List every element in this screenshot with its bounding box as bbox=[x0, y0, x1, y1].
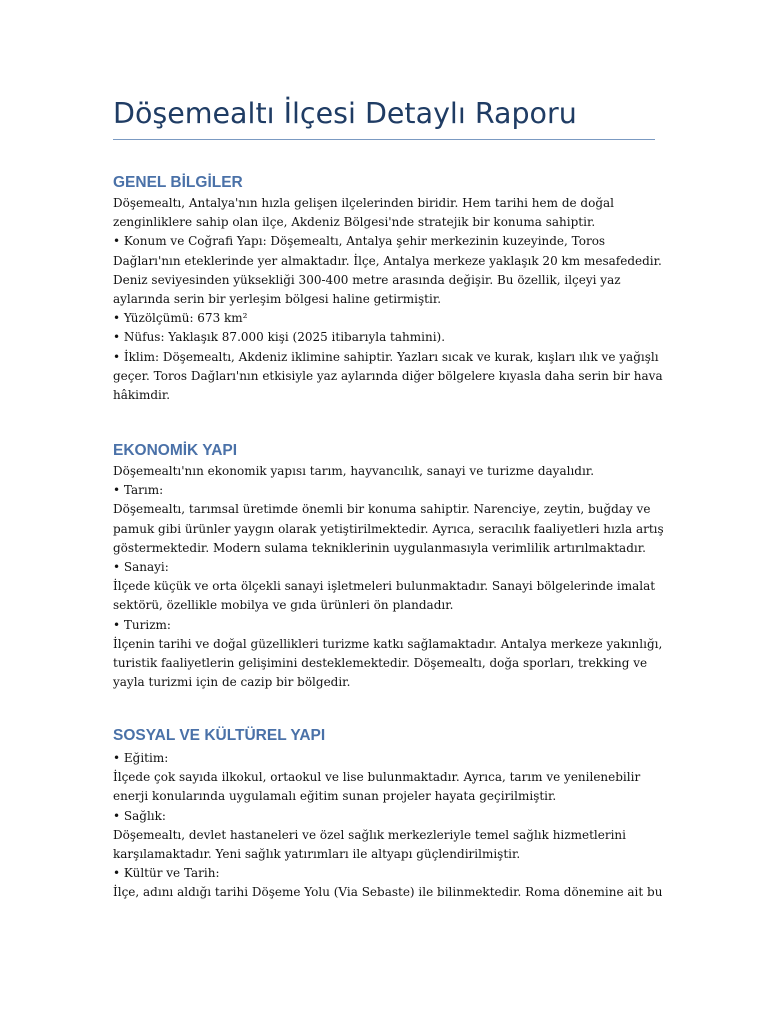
paragraph-line: turistik faaliyetlerin gelişimini desteklemektedir. Döşemealtı, doğa sporları, trekking ve bbox=[113, 655, 648, 670]
page-title: Döşemealtı İlçesi Detaylı Raporu bbox=[113, 97, 577, 130]
paragraph-line: Döşemealtı, Antalya'nın hızla gelişen ilçelerinden biridir. Hem tarihi hem de doğal bbox=[113, 196, 614, 210]
bullet-line: • Yüzölçümü: 673 km² bbox=[113, 311, 248, 326]
title-divider bbox=[113, 139, 655, 140]
paragraph-line: hâkimdir. bbox=[113, 387, 171, 402]
bullet-line: • Nüfus: Yaklaşık 87.000 kişi (2025 itibarıyla tahmini). bbox=[113, 330, 446, 345]
paragraph-line: Döşemealtı, tarımsal üretimde önemli bir konuma sahiptir. Narenciye, zeytin, buğday ve bbox=[113, 502, 651, 517]
paragraph-line: İlçenin tarihi ve doğal güzellikleri turizme katkı sağlamaktadır. Antalya merkeze yakınlığı, bbox=[113, 636, 663, 651]
paragraph-line: yayla turizmi için de cazip bir bölgedir. bbox=[113, 675, 351, 690]
paragraph-line: enerji konularında uygulamalı eğitim sunan projeler hayata geçirilmiştir. bbox=[113, 789, 557, 804]
paragraph-line: göstermektedir. Modern sulama tekniklerinin uygulanmasıyla verimlilik artırılmaktadır. bbox=[113, 540, 646, 555]
section-heading-sosyal-kulturel-yapi: SOSYAL VE KÜLTÜREL YAPI bbox=[113, 727, 326, 744]
section-heading-ekonomik-yapi: EKONOMİK YAPI bbox=[113, 442, 238, 459]
paragraph-line: karşılamaktadır. Yeni sağlık yatırımları ile altyapı güçlendirilmiştir. bbox=[113, 846, 521, 861]
bullet-line: • Kültür ve Tarih: bbox=[113, 866, 220, 881]
bullet-line: • Eğitim: bbox=[113, 751, 169, 765]
bullet-line: • Sanayi: bbox=[113, 559, 169, 574]
paragraph-line: pamuk gibi ürünler yaygın olarak yetiştirilmektedir. Ayrıca, seracılık faaliyetleri hızla artış bbox=[113, 521, 664, 536]
paragraph-line: Döşemealtı, devlet hastaneleri ve özel sağlık merkezleriyle temel sağlık hizmetlerini bbox=[113, 827, 626, 842]
paragraph-line: Deniz seviyesinden yüksekliği 300-400 metre arasında değişir. Bu özellik, ilçeyi yaz bbox=[113, 272, 621, 287]
bullet-line: • Konum ve Coğrafi Yapı: Döşemealtı, Antalya şehir merkezinin kuzeyinde, Toros bbox=[113, 234, 606, 249]
bullet-line: • İklim: Döşemealtı, Akdeniz iklimine sahiptir. Yazları sıcak ve kurak, kışları ılık ve yağışlı bbox=[113, 349, 659, 364]
paragraph-line: geçer. Toros Dağları'nın etkisiyle yaz aylarında diğer bölgelere kıyasla daha serin bir hava bbox=[113, 368, 663, 383]
section-body-sosyal-kulturel-yapi bbox=[113, 749, 673, 903]
paragraph-line: aylarında serin bir yerleşim bölgesi haline getirmiştir. bbox=[113, 291, 442, 306]
paragraph-line: sektörü, özellikle mobilya ve gıda ürünleri ön plandadır. bbox=[113, 598, 454, 613]
bullet-line: • Tarım: bbox=[113, 483, 164, 498]
paragraph-line: Döşemealtı'nın ekonomik yapısı tarım, hayvancılık, sanayi ve turizme dayalıdır. bbox=[113, 464, 595, 478]
paragraph-line: İlçe, adını aldığı tarihi Döşeme Yolu (Via Sebaste) ile bilinmektedir. Roma dönemine ait bu bbox=[113, 885, 663, 900]
paragraph-line: Dağları'nın eteklerinde yer almaktadır. İlçe, Antalya merkeze yaklaşık 20 km mesafededir. bbox=[113, 253, 662, 268]
bullet-line: • Turizm: bbox=[113, 617, 171, 632]
section-body-genel-bilgiler bbox=[113, 194, 673, 405]
paragraph-line: zenginliklere sahip olan ilçe, Akdeniz Bölgesi'nde stratejik bir konuma sahiptir. bbox=[113, 215, 596, 230]
bullet-line: • Sağlık: bbox=[113, 808, 166, 823]
paragraph-line: İlçede küçük ve orta ölçekli sanayi işletmeleri bulunmaktadır. Sanayi bölgelerinde imalat bbox=[113, 579, 656, 594]
section-heading-genel-bilgiler: GENEL BİLGİLER bbox=[113, 174, 243, 191]
section-body-ekonomik-yapi bbox=[113, 462, 673, 692]
paragraph-line: İlçede çok sayıda ilkokul, ortaokul ve lise bulunmaktadır. Ayrıca, tarım ve yenilenebilir bbox=[113, 770, 641, 785]
